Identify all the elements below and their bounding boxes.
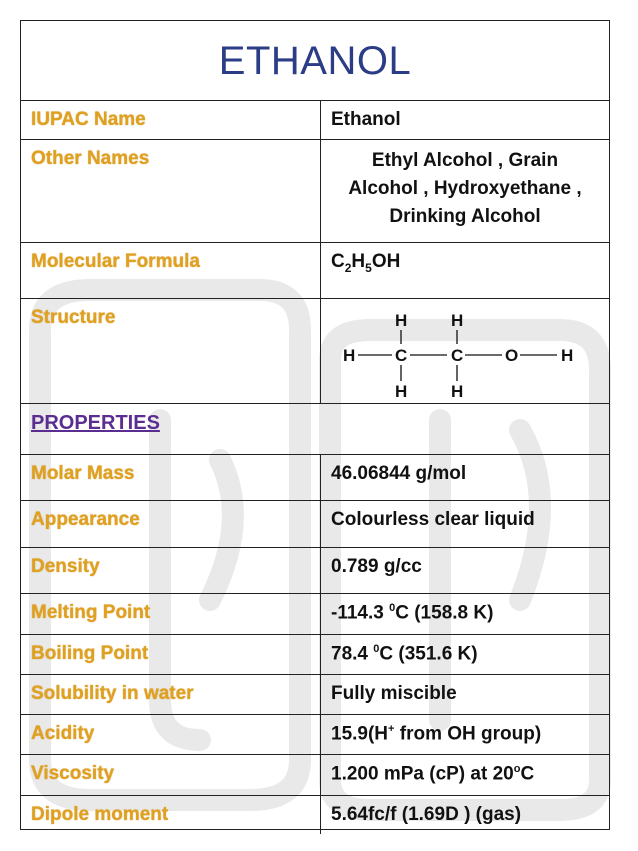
row-value: Fully miscible xyxy=(331,683,457,704)
atom-h: H xyxy=(395,311,408,330)
table-row xyxy=(21,635,609,675)
atom-h: H xyxy=(561,346,574,365)
atom-c: C xyxy=(395,346,408,365)
structure-diagram xyxy=(321,299,609,403)
properties-heading: PROPERTIES xyxy=(31,412,160,434)
molecular-formula: $C_2H_5OH$ xyxy=(331,251,401,275)
page-title: ETHANOL xyxy=(218,39,412,83)
value-line: Alcohol , Hydroxyethane , xyxy=(348,178,582,199)
row-value: 15.9(H+ from OH group) xyxy=(331,723,542,745)
table-row xyxy=(21,101,609,140)
row-label: Acidity xyxy=(21,715,321,754)
row-label: Melting Point xyxy=(21,594,321,634)
row-label: IUPAC Name xyxy=(21,101,321,139)
table-row xyxy=(21,548,609,594)
table-row xyxy=(21,796,609,834)
ethanol-structure xyxy=(343,309,593,401)
row-label: Structure xyxy=(21,299,321,403)
table-row xyxy=(21,243,609,299)
table-row xyxy=(21,675,609,715)
row-label: Molecular Formula xyxy=(21,243,321,298)
row-value: 0.789 g/cc xyxy=(331,556,422,577)
table-row xyxy=(21,501,609,548)
value-line: Ethyl Alcohol , Grain xyxy=(371,150,559,171)
ethanol-table xyxy=(20,20,610,830)
value-line: Drinking Alcohol xyxy=(389,206,541,227)
row-label: Dipole moment xyxy=(21,796,321,834)
row-value: Colourless clear liquid xyxy=(331,509,535,530)
table-row xyxy=(21,594,609,635)
table-row xyxy=(21,140,609,243)
atom-o: O xyxy=(505,346,519,365)
atom-h: H xyxy=(395,382,408,401)
table-row xyxy=(21,299,609,404)
atom-h: H xyxy=(451,382,464,401)
row-value: 1.200 mPa (cP) at 20$^o$C xyxy=(331,763,535,785)
atom-c: C xyxy=(451,346,464,365)
row-value: 46.06844 g/mol xyxy=(331,463,467,484)
row-label: Solubility in water xyxy=(21,675,321,714)
row-value: -114.3 $^0$C (158.8 K) xyxy=(331,602,494,624)
properties-heading-row xyxy=(21,404,609,455)
row-label: Appearance xyxy=(21,501,321,547)
row-value: 78.4 $^0$C (351.6 K) xyxy=(331,643,478,665)
row-label: Other Names xyxy=(21,140,321,242)
title-row xyxy=(21,21,609,101)
table-row xyxy=(21,455,609,501)
atom-h: H xyxy=(451,311,464,330)
row-value: 5.64fc/f (1.69D ) (gas) xyxy=(331,804,522,825)
row-value xyxy=(321,140,609,242)
table-row xyxy=(21,715,609,755)
row-value: Ethanol xyxy=(331,109,401,130)
atom-h: H xyxy=(343,346,356,365)
row-label: Density xyxy=(21,548,321,593)
row-label: Viscosity xyxy=(21,755,321,795)
table-row xyxy=(21,755,609,796)
row-label: Boiling Point xyxy=(21,635,321,674)
row-label: Molar Mass xyxy=(21,455,321,500)
